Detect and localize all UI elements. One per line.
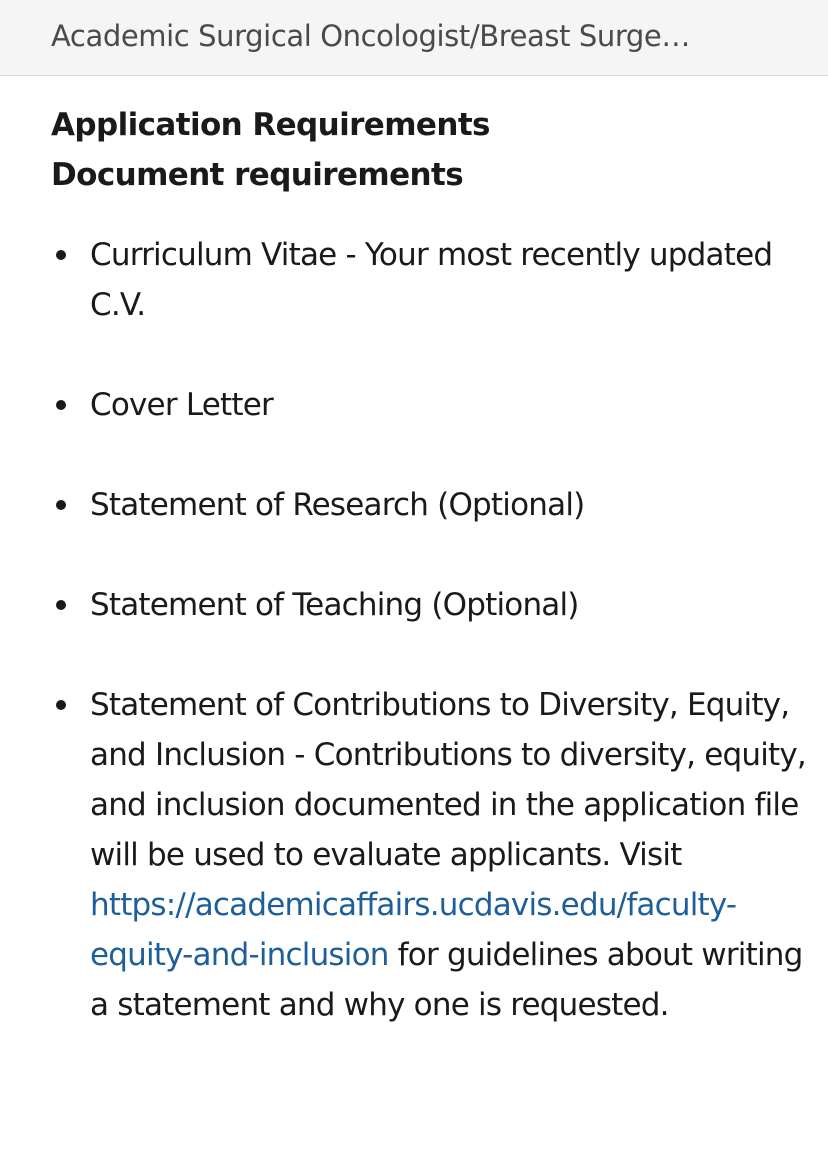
application-requirements-heading: Application Requirements <box>51 107 490 143</box>
requirement-cover-letter <box>51 380 810 430</box>
requirement-research <box>51 480 810 530</box>
requirement-text: Curriculum Vitae - Your most recently updated C.V. <box>90 237 773 323</box>
requirement-text: Statement of Teaching (Optional) <box>90 587 579 623</box>
requirement-diversity-statement <box>51 680 810 1030</box>
main-content <box>51 100 811 1080</box>
requirement-text-before-link: Statement of Contributions to Diversity, Equity, and Inclusion - Contributions to diversity, equity, and inclusion documented in the application file will be used to evaluate applicants. Visit <box>90 687 806 873</box>
requirement-text: Cover Letter <box>90 387 273 423</box>
bullet-icon <box>56 250 66 260</box>
requirement-text-after-link: for guidelines about writing a statement and why one is requested. <box>90 937 803 1023</box>
requirements-list <box>51 230 811 1030</box>
bullet-icon <box>56 500 66 510</box>
document-requirements-heading: Document requirements <box>51 157 464 193</box>
diversity-guidelines-link[interactable]: https://academicaffairs.ucdavis.edu/faculty-equity-and-inclusion <box>90 887 737 973</box>
bullet-icon <box>56 400 66 410</box>
bullet-icon <box>56 600 66 610</box>
title-bar <box>0 0 828 76</box>
page-title: Academic Surgical Oncologist/Breast Surge… <box>51 19 690 53</box>
requirement-teaching <box>51 580 810 630</box>
requirement-cv <box>51 230 810 330</box>
bullet-icon <box>56 700 66 710</box>
requirement-text: Statement of Research (Optional) <box>90 487 585 523</box>
